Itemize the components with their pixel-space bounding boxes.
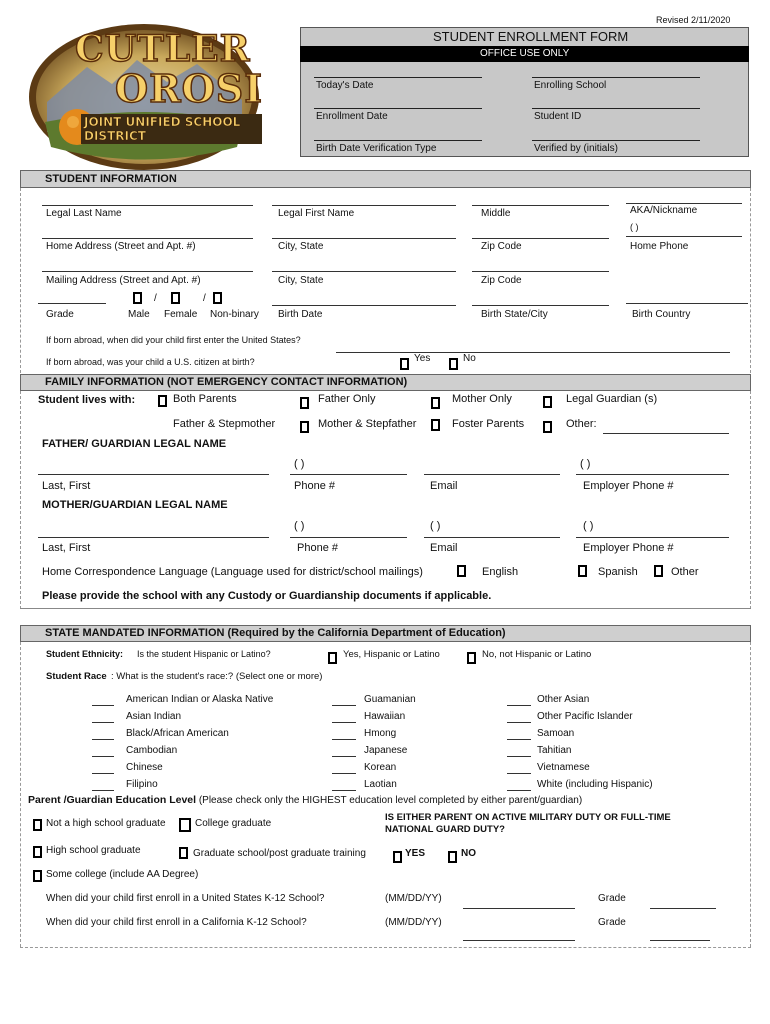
father-employer-paren: ( ) <box>580 458 591 470</box>
not-hs-grad-checkbox[interactable] <box>33 819 42 831</box>
legal-guardian-checkbox[interactable] <box>543 396 552 408</box>
nonbinary-label: Non-binary <box>210 309 259 320</box>
male-checkbox[interactable] <box>133 292 142 304</box>
english-checkbox[interactable] <box>457 565 466 577</box>
other-language-label: Other <box>671 566 699 578</box>
family-info-header: FAMILY INFORMATION (NOT EMERGENCY CONTACT INFORMATION) <box>20 374 751 391</box>
race-option: Laotian <box>364 779 397 790</box>
female-label: Female <box>164 309 198 320</box>
mother-employer-paren: ( ) <box>583 520 594 532</box>
citizen-no-label: No <box>463 353 476 364</box>
race-option: Chinese <box>126 762 163 773</box>
hs-grad-label: High school graduate <box>46 845 141 856</box>
not-hs-grad-label: Not a high school graduate <box>46 818 166 829</box>
logo-text-cutler: CUTLER <box>75 28 251 70</box>
father-employer-phone-label: Employer Phone # <box>583 480 674 492</box>
enroll-us-question: When did your child first enroll in a United States K-12 School? <box>46 893 325 904</box>
spanish-checkbox[interactable] <box>578 565 587 577</box>
home-address-label: Home Address (Street and Apt. #) <box>46 241 196 252</box>
hs-grad-checkbox[interactable] <box>33 846 42 858</box>
mother-email-label: Email <box>430 542 458 554</box>
father-heading: FATHER/ GUARDIAN LEGAL NAME <box>42 438 227 450</box>
race-option: White (including Hispanic) <box>537 779 653 790</box>
mother-only-checkbox[interactable] <box>431 397 440 409</box>
mother-name-label: Last, First <box>42 542 91 554</box>
race-option: Korean <box>364 762 397 773</box>
abroad-q2: If born abroad, was your child a U.S. citizen at birth? <box>46 357 255 367</box>
both-parents-checkbox[interactable] <box>158 395 167 407</box>
verified-by-label: Verified by (initials) <box>534 143 618 154</box>
foster-parents-checkbox[interactable] <box>431 419 440 431</box>
logo-text-district: JOINT UNIFIED SCHOOL DISTRICT <box>81 114 262 144</box>
race-label: Student Race <box>46 671 107 682</box>
race-option: Tahitian <box>537 745 572 756</box>
language-question: Home Correspondence Language (Language used for district/school mailings) <box>42 566 423 578</box>
office-use-label: OFFICE USE ONLY <box>480 48 570 59</box>
district-logo <box>27 22 262 172</box>
hispanic-yes-checkbox[interactable] <box>328 652 337 664</box>
spanish-label: Spanish <box>598 566 638 578</box>
state-info-header: STATE MANDATED INFORMATION (Required by the California Department of Education) <box>20 625 751 642</box>
revised-date: Revised 2/11/2020 <box>656 15 731 25</box>
mother-stepfather-checkbox[interactable] <box>300 421 309 433</box>
hispanic-yes-label: Yes, Hispanic or Latino <box>343 649 440 660</box>
military-question-line2: NATIONAL GUARD DUTY? <box>385 824 505 835</box>
mailing-address-label: Mailing Address (Street and Apt. #) <box>46 275 201 286</box>
slash-1: / <box>154 293 157 304</box>
military-yes-label: YES <box>405 848 426 859</box>
father-name-label: Last, First <box>42 480 91 492</box>
both-parents-label: Both Parents <box>173 393 237 405</box>
enroll-ca-date-format: (MM/DD/YY) <box>385 917 442 928</box>
mother-only-label: Mother Only <box>452 393 512 405</box>
mother-heading: MOTHER/GUARDIAN LEGAL NAME <box>42 499 228 511</box>
military-yes-checkbox[interactable] <box>393 851 402 863</box>
father-stepmother-label: Father & Stepmother <box>173 418 276 430</box>
military-no-checkbox[interactable] <box>448 851 457 863</box>
race-question: : What is the student's race:? (Select one or more) <box>111 671 323 682</box>
home-phone-label: Home Phone <box>630 241 689 252</box>
birth-date-verification-label: Birth Date Verification Type <box>316 143 437 154</box>
enrolling-school-label: Enrolling School <box>534 80 607 91</box>
race-option: Samoan <box>537 728 575 739</box>
legal-last-name-label: Legal Last Name <box>46 208 122 219</box>
race-option: Other Asian <box>537 694 590 705</box>
hispanic-no-checkbox[interactable] <box>467 652 476 664</box>
ethnicity-label: Student Ethnicity: <box>46 649 123 659</box>
mother-phone-label: Phone # <box>297 542 338 554</box>
father-only-label: Father Only <box>318 393 376 405</box>
middle-label: Middle <box>481 208 511 219</box>
citizen-yes-label: Yes <box>414 353 431 364</box>
race-option: Asian Indian <box>126 711 182 722</box>
race-option: Hawaiian <box>364 711 406 722</box>
grad-school-label: Graduate school/post graduate training <box>193 848 366 859</box>
english-label: English <box>482 566 519 578</box>
foster-parents-label: Foster Parents <box>452 418 525 430</box>
mother-email-paren: ( ) <box>430 520 441 532</box>
race-option: Filipino <box>126 779 158 790</box>
birth-date-label: Birth Date <box>278 309 323 320</box>
form-title: STUDENT ENROLLMENT FORM <box>433 29 629 44</box>
nonbinary-checkbox[interactable] <box>213 292 222 304</box>
other-checkbox[interactable] <box>543 421 552 433</box>
aka-label: AKA/Nickname <box>630 205 698 216</box>
zip-2-label: Zip Code <box>481 275 522 286</box>
father-phone-label: Phone # <box>294 480 335 492</box>
legal-guardian-label: Legal Guardian (s) <box>566 393 658 405</box>
ethnicity-question: Is the student Hispanic or Latino? <box>137 649 271 659</box>
mother-phone-paren: ( ) <box>294 520 305 532</box>
birth-state-label: Birth State/City <box>481 309 548 320</box>
father-email-label: Email <box>430 480 458 492</box>
todays-date-label: Today's Date <box>316 80 374 91</box>
enroll-us-date-format: (MM/DD/YY) <box>385 893 442 904</box>
citizen-yes-checkbox[interactable] <box>400 358 409 370</box>
lives-with-label: Student lives with: <box>38 394 136 406</box>
aka-paren: ( ) <box>630 222 639 232</box>
grade-label: Grade <box>46 309 74 320</box>
some-college-checkbox[interactable] <box>33 870 42 882</box>
mother-stepfather-label: Mother & Stepfather <box>318 418 417 430</box>
race-option: Vietnamese <box>537 762 590 773</box>
race-option: Guamanian <box>364 694 416 705</box>
zip-label: Zip Code <box>481 241 522 252</box>
education-instruction: (Please check only the HIGHEST education level completed by either parent/guardian) <box>196 795 583 806</box>
some-college-label: Some college (include AA Degree) <box>46 869 199 880</box>
race-option: Cambodian <box>126 745 178 756</box>
race-option: Black/African American <box>126 728 229 739</box>
student-id-label: Student ID <box>534 111 582 122</box>
father-only-checkbox[interactable] <box>300 397 309 409</box>
college-grad-label: College graduate <box>195 818 272 829</box>
mother-employer-phone-label: Employer Phone # <box>583 542 674 554</box>
female-checkbox[interactable] <box>171 292 180 304</box>
other-label: Other: <box>566 418 597 430</box>
city-state-2-label: City, State <box>278 275 324 286</box>
abroad-q1: If born abroad, when did your child first enter the United States? <box>46 335 301 345</box>
logo-text-orosi: OROSI <box>115 66 264 111</box>
college-grad-checkbox[interactable] <box>179 818 191 832</box>
student-info-header: STUDENT INFORMATION <box>20 170 751 188</box>
race-option: Other Pacific Islander <box>537 711 633 722</box>
grad-school-checkbox[interactable] <box>179 847 188 859</box>
hispanic-no-label: No, not Hispanic or Latino <box>482 649 592 660</box>
father-phone-paren: ( ) <box>294 458 305 470</box>
race-option: Japanese <box>364 745 408 756</box>
male-label: Male <box>128 309 150 320</box>
legal-first-name-label: Legal First Name <box>278 208 355 219</box>
slash-2: / <box>203 293 206 304</box>
education-label: Parent /Guardian Education Level <box>28 794 197 806</box>
education-question <box>28 794 582 806</box>
citizen-no-checkbox[interactable] <box>449 358 458 370</box>
custody-note: Please provide the school with any Custody or Guardianship documents if applicable. <box>42 590 492 602</box>
city-state-label: City, State <box>278 241 324 252</box>
enroll-us-grade-label: Grade <box>598 893 626 904</box>
military-question-line1: IS EITHER PARENT ON ACTIVE MILITARY DUTY OR FULL-TIME <box>385 812 671 823</box>
race-option: Hmong <box>364 728 397 739</box>
other-language-checkbox[interactable] <box>654 565 663 577</box>
military-no-label: NO <box>461 848 476 859</box>
enroll-ca-question: When did your child first enroll in a California K-12 School? <box>46 917 307 928</box>
race-option: American Indian or Alaska Native <box>126 694 274 705</box>
enroll-ca-grade-label: Grade <box>598 917 626 928</box>
enrollment-date-label: Enrollment Date <box>316 111 388 122</box>
birth-country-label: Birth Country <box>632 309 691 320</box>
